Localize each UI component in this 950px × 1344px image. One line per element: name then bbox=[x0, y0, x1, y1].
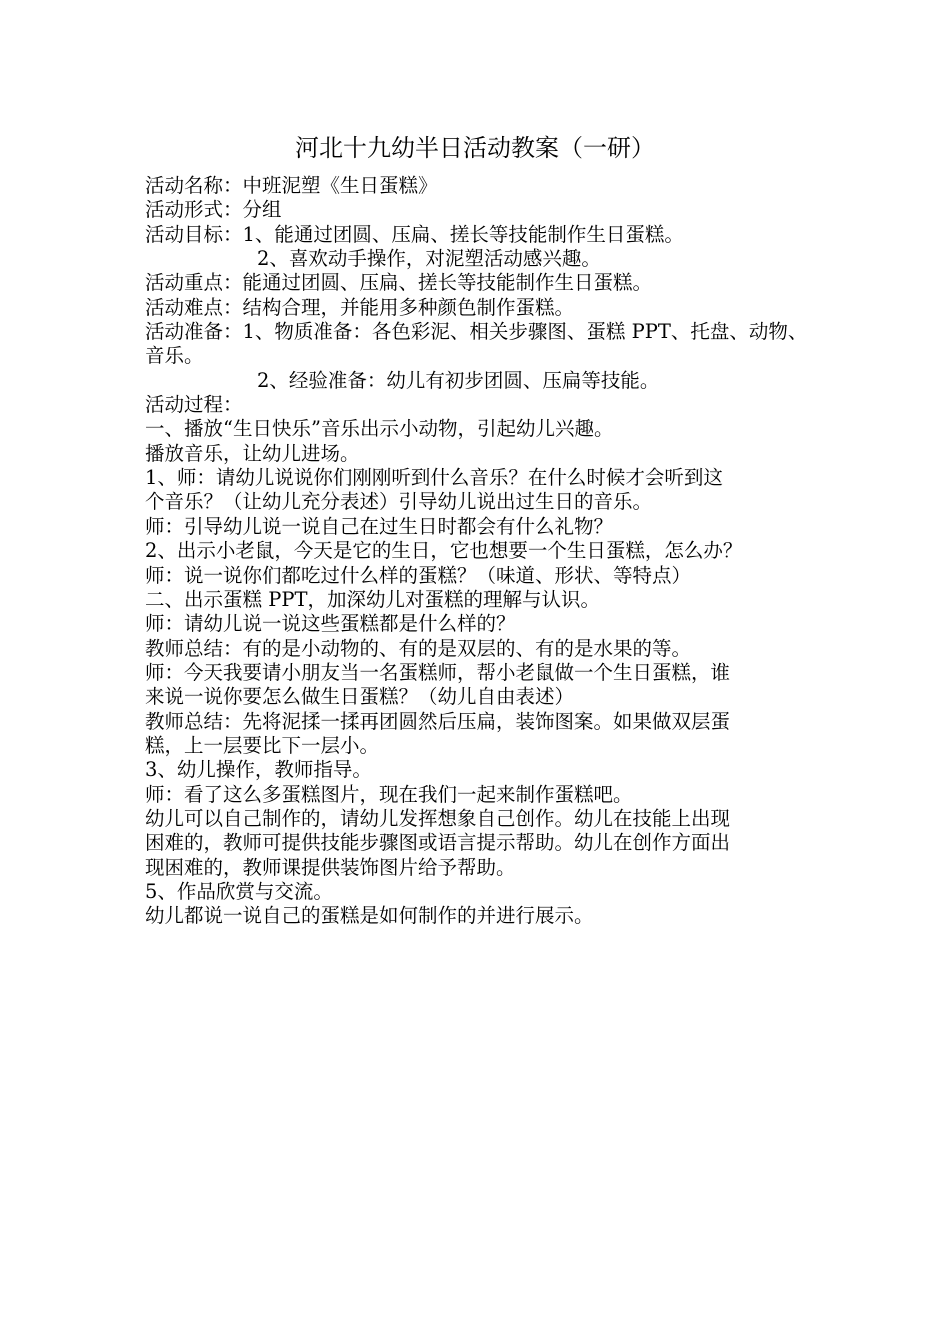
text-line: 2、出示小老鼠，今天是它的生日，它也想要一个生日蛋糕，怎么办？ bbox=[145, 539, 743, 563]
text-line: 师：说一说你们都吃过什么样的蛋糕？（味道、形状、等特点） bbox=[145, 563, 692, 587]
text-line: 师：看了这么多蛋糕图片，现在我们一起来制作蛋糕吧。 bbox=[145, 782, 633, 806]
text-line: 现困难的，教师课提供装饰图片给予帮助。 bbox=[145, 855, 516, 879]
text-line: 2、喜欢动手操作，对泥塑活动感兴趣。 bbox=[257, 247, 601, 271]
document-body bbox=[145, 174, 825, 929]
text-line: 二、出示蛋糕 PPT，加深幼儿对蛋糕的理解与认识。 bbox=[145, 587, 600, 611]
text-line: 困难的，教师可提供技能步骤图或语言提示帮助。幼儿在创作方面出 bbox=[145, 831, 731, 855]
text-line: 师：今天我要请小朋友当一名蛋糕师，帮小老鼠做一个生日蛋糕，谁 bbox=[145, 660, 731, 684]
text-line: 幼儿都说一说自己的蛋糕是如何制作的并进行展示。 bbox=[145, 904, 594, 928]
text-line: 2、经验准备：幼儿有初步团圆、压扁等技能。 bbox=[257, 368, 660, 392]
text-line: 师：引导幼儿说一说自己在过生日时都会有什么礼物？ bbox=[145, 514, 614, 538]
text-line: 一、播放“生日快乐”音乐出示小动物，引起幼儿兴趣。 bbox=[145, 417, 614, 441]
text-line: 音乐。 bbox=[145, 344, 204, 368]
text-line: 活动目标：1、能通过团圆、压扁、搓长等技能制作生日蛋糕。 bbox=[145, 222, 684, 246]
text-line: 教师总结：有的是小动物的、有的是双层的、有的是水果的等。 bbox=[145, 636, 692, 660]
text-line: 3、幼儿操作，教师指导。 bbox=[145, 758, 372, 782]
text-line: 个音乐？（让幼儿充分表述）引导幼儿说出过生日的音乐。 bbox=[145, 490, 653, 514]
text-line: 糕，上一层要比下一层小。 bbox=[145, 733, 380, 757]
text-line: 播放音乐，让幼儿进场。 bbox=[145, 441, 360, 465]
document-title: 河北十九幼半日活动教案（一研） bbox=[295, 134, 655, 162]
text-line: 5、作品欣赏与交流。 bbox=[145, 879, 333, 903]
text-line: 1、师：请幼儿说说你们刚刚听到什么音乐？在什么时候才会听到这 bbox=[145, 466, 723, 490]
text-line: 师：请幼儿说一说这些蛋糕都是什么样的？ bbox=[145, 612, 516, 636]
text-line: 教师总结：先将泥揉一揉再团圆然后压扁，装饰图案。如果做双层蛋 bbox=[145, 709, 731, 733]
text-line: 来说一说你要怎么做生日蛋糕？（幼儿自由表述） bbox=[145, 685, 575, 709]
text-line: 活动形式：分组 bbox=[145, 198, 282, 222]
text-line: 活动重点：能通过团圆、压扁、搓长等技能制作生日蛋糕。 bbox=[145, 271, 653, 295]
text-line: 活动准备：1、物质准备：各色彩泥、相关步骤图、蛋糕 PPT、托盘、动物、 bbox=[145, 320, 808, 344]
text-line: 活动过程： bbox=[145, 393, 243, 417]
text-line: 活动名称：中班泥塑《生日蛋糕》 bbox=[145, 174, 438, 197]
text-line: 幼儿可以自己制作的，请幼儿发挥想象自己创作。幼儿在技能上出现 bbox=[145, 806, 731, 830]
text-line: 活动难点：结构合理，并能用多种颜色制作蛋糕。 bbox=[145, 295, 575, 319]
